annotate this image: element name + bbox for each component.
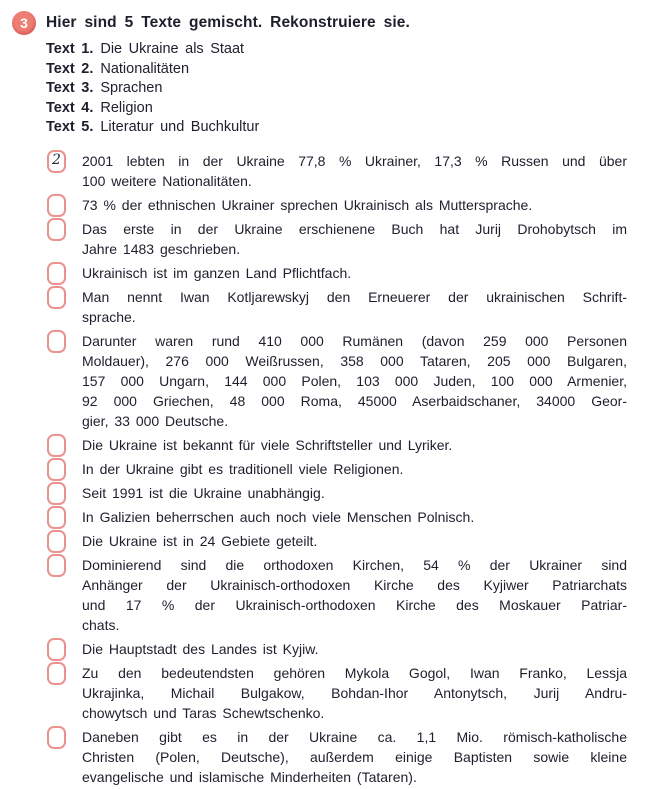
item-text (82, 331, 627, 431)
item-text-line: Ukrajinka, Michail Bulgakow, Bohdan-Ihor Antonytsch, Jurij Andru- (82, 684, 627, 701)
item-text-line: In der Ukraine gibt es traditionell viele Religionen. (82, 460, 404, 477)
checklist-item (82, 531, 627, 551)
text-title: Religion (100, 99, 153, 116)
answer-value: 2 (52, 152, 61, 168)
item-text-line: Moldauer), 276 000 Weißrussen, 358 000 Tataren, 205 000 Bulgaren, (82, 352, 627, 369)
answer-box[interactable] (47, 638, 66, 661)
item-text-line: Man nennt Iwan Kotljarewskyj den Erneuerer der ukrainischen Schrift- (82, 288, 627, 305)
item-text-line: Dominierend sind die orthodoxen Kirchen, 54 % der Ukrainer sind (82, 556, 627, 573)
answer-box[interactable] (47, 286, 66, 309)
answer-box[interactable] (47, 150, 66, 173)
exercise-number-badge (12, 11, 36, 35)
item-text (82, 263, 627, 283)
item-text-line: Das erste in der Ukraine erschienene Buch hat Jurij Drohobytsch im (82, 220, 627, 237)
item-text-line: 73 % der ethnischen Ukrainer sprechen Ukrainisch als Muttersprache. (82, 196, 533, 213)
item-text-line: und 17 % der Ukrainisch-orthodoxen Kirche des Moskauer Patriar- (82, 596, 627, 613)
text-list-row (46, 60, 657, 80)
item-text-line: Darunter waren rund 410 000 Rumänen (davon 259 000 Personen (82, 332, 627, 349)
item-text (82, 459, 627, 479)
checklist (52, 151, 627, 787)
item-text (82, 727, 627, 787)
item-text (82, 483, 627, 503)
answer-box[interactable] (47, 458, 66, 481)
checklist-item (52, 151, 627, 191)
item-text (82, 663, 627, 723)
item-text-line: In Galizien beherrschen auch noch viele Menschen Polnisch. (82, 508, 475, 525)
item-text-line: evangelische und islamische Minderheiten (Tataren). (82, 768, 417, 785)
item-text-line: chowytsch und Taras Schewtschenko. (82, 704, 325, 721)
item-text-line: 2001 lebten in der Ukraine 77,8 % Ukrainer, 17,3 % Russen und über (82, 152, 627, 169)
item-text-line: Ukrainisch ist im ganzen Land Pflichtfach. (82, 264, 352, 281)
answer-box[interactable] (47, 726, 66, 749)
answer-box[interactable] (47, 530, 66, 553)
text-list-row (46, 40, 657, 60)
item-text (82, 639, 627, 659)
item-text (82, 531, 627, 551)
text-title: Die Ukraine als Staat (100, 41, 245, 57)
checklist-item (82, 483, 627, 503)
item-text-line: gier, 33 000 Deutsche. (82, 412, 229, 429)
item-text (82, 555, 627, 635)
text-title: Literatur und Buchkultur (100, 119, 260, 135)
item-text (82, 435, 627, 455)
text-label: Text 5. (46, 119, 94, 135)
item-text-line: Die Hauptstadt des Landes ist Kyjiw. (82, 640, 319, 657)
checklist-item (82, 287, 627, 327)
answer-box[interactable] (47, 194, 66, 217)
item-text-line: Die Ukraine ist bekannt für viele Schriftsteller und Lyriker. (82, 436, 453, 453)
text-list-row (46, 99, 657, 119)
exercise-title: Hier sind 5 Texte gemischt. Rekonstruiere sie. (46, 14, 410, 31)
checklist-item (82, 435, 627, 455)
item-text-line: Jahre 1483 geschrieben. (82, 240, 241, 257)
text-label: Text 1. (46, 41, 94, 57)
checklist-item (82, 263, 627, 283)
item-text-line: 92 000 Griechen, 48 000 Roma, 45000 Aserbaidschaner, 34000 Geor- (82, 392, 627, 409)
checklist-item (82, 331, 627, 431)
checklist-item (82, 195, 627, 215)
checklist-item (82, 663, 627, 723)
answer-box[interactable] (47, 262, 66, 285)
text-title: Nationalitäten (100, 60, 190, 77)
checklist-item (82, 459, 627, 479)
item-text (82, 507, 627, 527)
item-text-line: Anhänger der Ukrainisch-orthodoxen Kirche des Kyjiwer Patriarchats (82, 576, 627, 593)
text-label: Text 3. (46, 80, 94, 96)
texts-list (46, 40, 657, 138)
answer-box[interactable] (47, 218, 66, 241)
answer-box[interactable] (47, 330, 66, 353)
item-text (82, 219, 627, 259)
answer-box[interactable] (47, 482, 66, 505)
checklist-item (82, 219, 627, 259)
exercise-header (0, 0, 657, 35)
answer-box[interactable] (47, 662, 66, 685)
item-text (82, 151, 627, 191)
item-text-line: 100 weitere Nationalitäten. (82, 172, 252, 189)
exercise-number: 3 (20, 15, 28, 31)
item-text-line: sprache. (82, 308, 136, 325)
checklist-item (82, 727, 627, 787)
text-list-row (46, 118, 657, 138)
answer-box[interactable] (47, 434, 66, 457)
text-label: Text 4. (46, 99, 94, 116)
answer-box[interactable] (47, 506, 66, 529)
item-text-line: chats. (82, 616, 120, 633)
text-label: Text 2. (46, 60, 94, 77)
item-text-line: Daneben gibt es in der Ukraine ca. 1,1 Mio. römisch-katholische (82, 728, 627, 745)
item-text-line: Zu den bedeutendsten gehören Mykola Gogol, Iwan Franko, Lessja (82, 664, 627, 681)
checklist-item (82, 555, 627, 635)
item-text (82, 195, 627, 215)
item-text-line: Die Ukraine ist in 24 Gebiete geteilt. (82, 532, 318, 549)
item-text-line: Christen (Polen, Deutsche), außerdem einige Baptisten sowie kleine (82, 748, 627, 765)
text-title: Sprachen (100, 80, 163, 96)
answer-box[interactable] (47, 554, 66, 577)
checklist-item (82, 639, 627, 659)
item-text-line: Seit 1991 ist die Ukraine unabhängig. (82, 484, 325, 501)
text-list-row (46, 79, 657, 99)
checklist-item (82, 507, 627, 527)
item-text (82, 287, 627, 327)
item-text-line: 157 000 Ungarn, 144 000 Polen, 103 000 Juden, 100 000 Armenier, (82, 372, 627, 389)
